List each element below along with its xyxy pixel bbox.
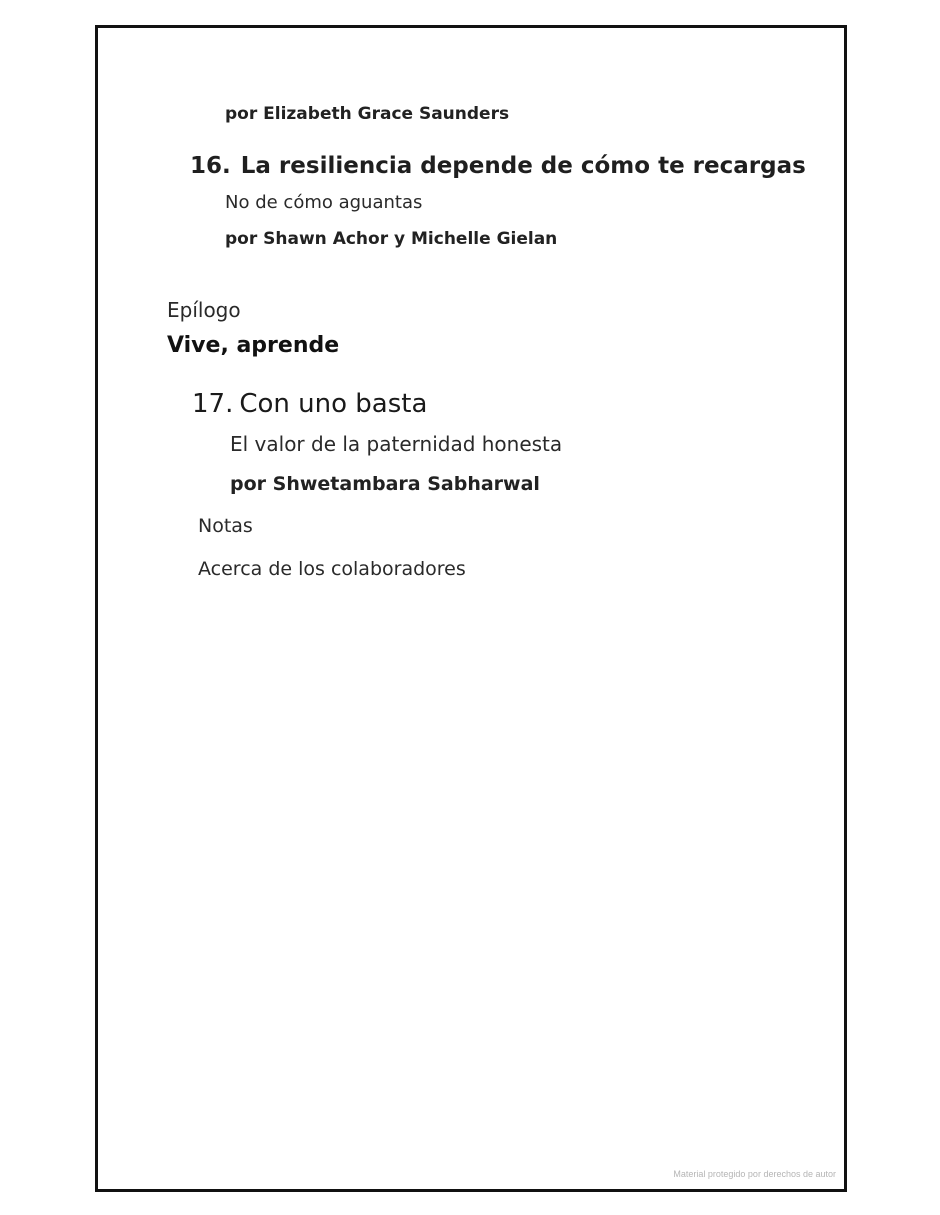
chapter-16-number: 16. [190, 153, 231, 179]
contributors-entry[interactable]: Acerca de los colaboradores [198, 558, 466, 580]
notes-entry[interactable]: Notas [198, 515, 253, 537]
prev-chapter-author: por Elizabeth Grace Saunders [225, 104, 510, 124]
chapter-16-title: La resiliencia depende de cómo te recargas [240, 153, 806, 179]
chapter-17-title: Con uno basta [239, 389, 428, 419]
epilogue-kicker: Epílogo [167, 298, 241, 322]
epilogue-title[interactable]: Vive, aprende [167, 333, 340, 358]
chapter-17-number: 17. [192, 389, 234, 419]
chapter-17-author: por Shwetambara Sabharwal [230, 473, 540, 495]
chapter-17-subtitle: El valor de la paternidad honesta [230, 432, 563, 456]
chapter-16-subtitle: No de cómo aguantas [225, 192, 423, 213]
chapter-16-heading[interactable] [190, 155, 806, 178]
book-page [95, 25, 847, 1192]
chapter-16-author: por Shawn Achor y Michelle Gielan [225, 229, 558, 249]
chapter-17-heading[interactable] [192, 391, 427, 417]
copyright-watermark: Material protegido por derechos de autor [673, 1169, 836, 1179]
